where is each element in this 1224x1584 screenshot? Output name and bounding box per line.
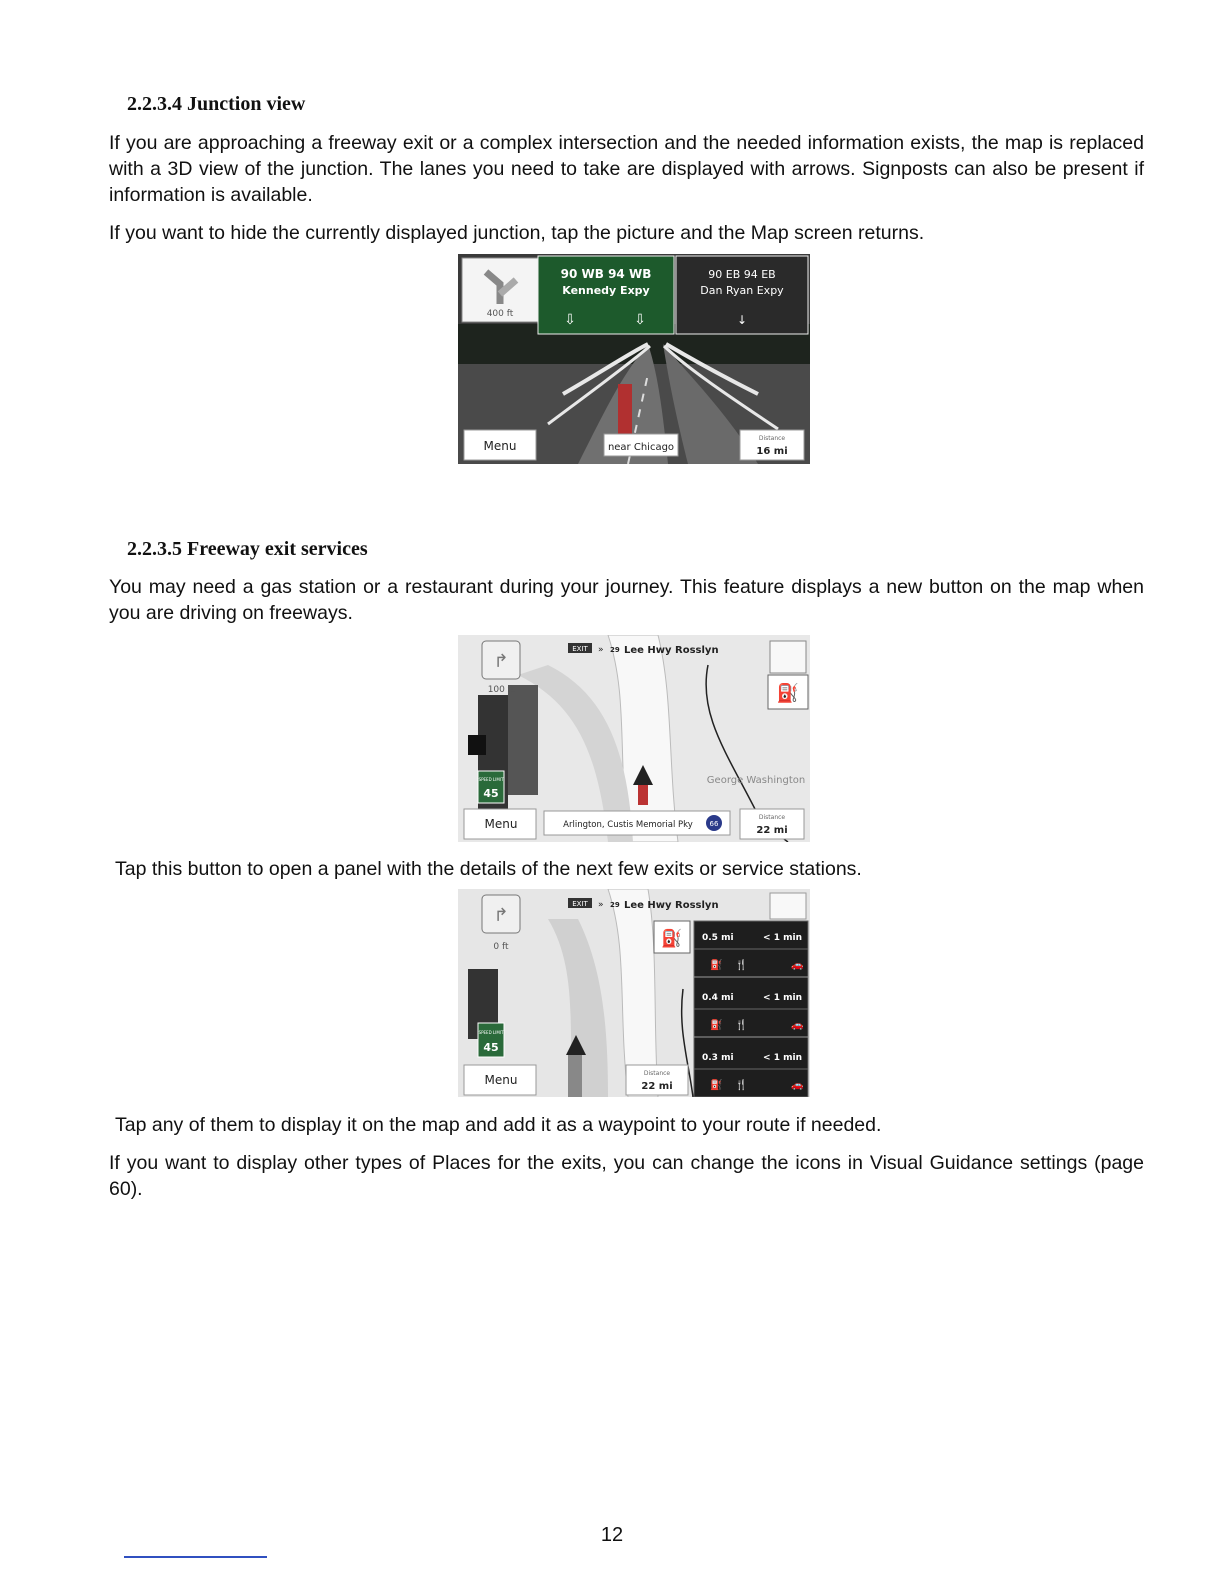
sign-left-routes: 90 WB 94 WB bbox=[560, 267, 652, 281]
exit-number: 29 bbox=[610, 901, 620, 909]
exit-services-button-screenshot[interactable] bbox=[458, 635, 810, 842]
distance-label: Distance bbox=[758, 814, 786, 821]
speed-limit-value: 45 bbox=[483, 1041, 499, 1054]
parking-icon: 🚗 bbox=[791, 1020, 804, 1031]
exit-entry-time: < 1 min bbox=[763, 1053, 802, 1063]
restaurant-icon: 🍴 bbox=[735, 1020, 748, 1031]
exit-panel bbox=[694, 921, 808, 1097]
parking-icon: 🚗 bbox=[791, 1080, 804, 1091]
exit-entry-distance: 0.3 mi bbox=[702, 1053, 734, 1063]
sign-left-arrow-icon: ⇩ bbox=[564, 312, 576, 328]
speed-limit-label: SPEED LIMIT bbox=[478, 1030, 504, 1035]
restaurant-icon: 🍴 bbox=[735, 1080, 748, 1091]
menu-button[interactable]: Menu bbox=[484, 1073, 518, 1087]
junction-paragraph-2: If you want to hide the currently displayed junction, tap the picture and the Map screen returns. bbox=[109, 222, 925, 244]
route-shield-icon: 66 bbox=[709, 820, 719, 828]
turn-distance: 0 ft bbox=[493, 942, 509, 952]
exit-services-paragraph-4: If you want to display other types of Places for the exits, you can change the icons in Visual Guidance settings (page 60). bbox=[109, 1152, 1144, 1200]
exit-road: Lee Hwy Rosslyn bbox=[624, 645, 719, 656]
turn-distance: 400 ft bbox=[486, 309, 514, 319]
restaurant-icon: 🍴 bbox=[735, 960, 748, 971]
speed-limit-value: 45 bbox=[483, 787, 499, 800]
exit-badge: EXIT bbox=[572, 900, 588, 908]
junction-view-screenshot[interactable] bbox=[458, 254, 810, 464]
sign-right-arrow-icon: ↓ bbox=[736, 313, 748, 327]
sign-left-name: Kennedy Expy bbox=[562, 284, 650, 297]
exit-badge: EXIT bbox=[572, 645, 588, 653]
gas-station-icon: ⛽ bbox=[710, 1020, 723, 1031]
turn-distance: 100 ft bbox=[487, 685, 515, 695]
distance-value: 16 mi bbox=[756, 446, 788, 457]
turn-arrow-icon: ↱ bbox=[493, 651, 509, 672]
page-number: 12 bbox=[600, 1524, 624, 1546]
junction-paragraph-1: If you are approaching a freeway exit or a complex intersection and the needed information exists, the map is replaced with a 3D view of the junction. The lanes you need to take are displayed with arrows. Signposts can also be present if information is available. bbox=[109, 132, 1144, 206]
speed-limit-label: SPEED LIMIT bbox=[478, 777, 504, 782]
exit-number: 29 bbox=[610, 646, 620, 654]
road-label: George Washington bbox=[706, 775, 806, 786]
exit-entry-time: < 1 min bbox=[763, 993, 802, 1003]
menu-button[interactable]: Menu bbox=[484, 817, 518, 831]
location-label: near Chicago bbox=[607, 442, 675, 453]
exit-services-paragraph-3: Tap any of them to display it on the map and add it as a waypoint to your route if needed. bbox=[115, 1114, 882, 1136]
section-heading-exit-services: 2.2.3.5 Freeway exit services bbox=[127, 538, 368, 560]
exit-road: Lee Hwy Rosslyn bbox=[624, 900, 719, 911]
exit-entry-distance: 0.5 mi bbox=[702, 933, 734, 943]
section-heading-junction-view: 2.2.3.4 Junction view bbox=[127, 93, 306, 115]
sign-left-arrow-icon-2: ⇩ bbox=[634, 312, 646, 328]
turn-arrow-icon: ↱ bbox=[493, 905, 509, 926]
distance-value: 22 mi bbox=[756, 825, 788, 836]
exit-separator-icon: » bbox=[598, 645, 604, 655]
exit-services-button-icon[interactable]: ⛽ bbox=[661, 929, 683, 949]
exit-separator-icon: » bbox=[598, 900, 604, 910]
distance-value: 22 mi bbox=[641, 1081, 673, 1092]
exit-services-paragraph-2: Tap this button to open a panel with the details of the next few exits or service stations. bbox=[115, 858, 862, 880]
exit-services-paragraph-1: You may need a gas station or a restaurant during your journey. This feature displays a new button on the map when you are driving on freeways. bbox=[109, 576, 1144, 624]
sign-right-name: Dan Ryan Expy bbox=[700, 284, 784, 297]
menu-button[interactable]: Menu bbox=[483, 439, 517, 453]
footer-rule bbox=[124, 1556, 267, 1558]
exit-services-button-icon[interactable]: ⛽ bbox=[776, 683, 800, 704]
distance-label: Distance bbox=[758, 435, 786, 442]
street-label: Arlington, Custis Memorial Pky bbox=[563, 820, 693, 830]
exit-entry-distance: 0.4 mi bbox=[702, 993, 734, 1003]
distance-label: Distance bbox=[643, 1070, 671, 1077]
exit-services-panel-screenshot[interactable] bbox=[458, 889, 810, 1097]
parking-icon: 🚗 bbox=[791, 960, 804, 971]
gas-station-icon: ⛽ bbox=[710, 960, 723, 971]
exit-entry-time: < 1 min bbox=[763, 933, 802, 943]
gas-station-icon: ⛽ bbox=[710, 1080, 723, 1091]
sign-right-routes: 90 EB 94 EB bbox=[708, 268, 776, 281]
